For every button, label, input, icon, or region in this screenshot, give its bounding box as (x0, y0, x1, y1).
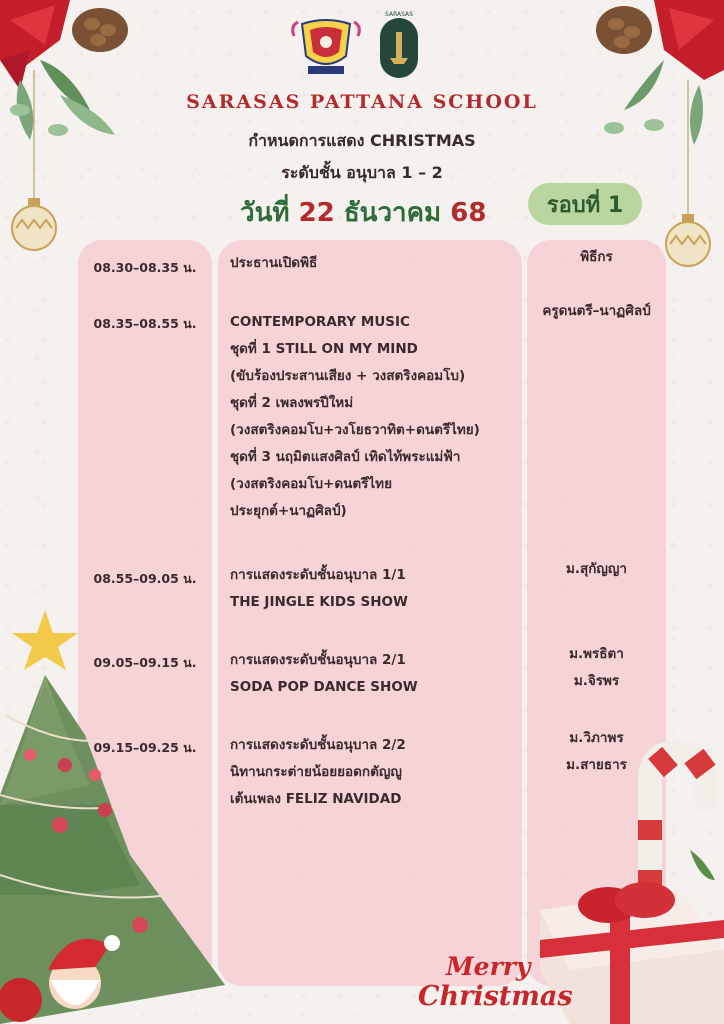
christmas-tree-icon (0, 605, 230, 1024)
round-badge: รอบที่ 1 (528, 183, 642, 225)
schedule-time: 08.35–08.55 น. (93, 316, 197, 331)
program-line: SODA POP DANCE SHOW (230, 679, 418, 695)
program-line: (ขับร้องประสานเสียง + วงสตริงคอมโบ) (230, 368, 466, 384)
schedule-program (230, 562, 522, 616)
school-crest-icon (290, 16, 362, 80)
schedule-program (230, 250, 522, 277)
schedule-host (527, 298, 666, 325)
program-line: เต้นเพลง FELIZ NAVIDAD (230, 791, 402, 807)
program-line: (วงสตริงคอมโบ+วงโยธวาทิต+ดนตรีไทย) (230, 422, 480, 438)
program-line: ชุดที่ 2 เพลงพรปีใหม่ (230, 395, 354, 411)
event-title: กำหนดการแสดง CHRISTMAS (248, 131, 476, 150)
pinecone-icon (72, 8, 128, 52)
host-name: พิธีกร (580, 249, 613, 265)
program-line: ประยุกต์+นาฏศิลป์) (230, 503, 347, 519)
program-line: ชุดที่ 3 นฤมิตแสงศิลป์ เทิดไท้พระแม่ฟ้า (230, 449, 461, 465)
school-name: SARASAS PATTANA SCHOOL (186, 91, 538, 113)
host-name: ม.วิภาพร (569, 730, 624, 746)
host-name: ม.จิรพร (573, 673, 620, 689)
schedule-time: 08.30–08.35 น. (93, 260, 197, 275)
date-day: 22 (298, 198, 335, 228)
date-month: ธันวาคม (334, 198, 451, 228)
host-name: ครูดนตรี–นาฏศิลป์ (542, 303, 651, 319)
school-logo-icon (378, 10, 420, 82)
program-line: ชุดที่ 1 STILL ON MY MIND (230, 341, 418, 357)
date-prefix: วันที่ (240, 198, 299, 228)
schedule-host (527, 244, 666, 271)
schedule-program (230, 647, 522, 701)
program-line: ประธานเปิดพิธี (230, 255, 318, 271)
host-name: ม.พรธิตา (569, 646, 624, 662)
program-line: การแสดงระดับชั้นอนุบาล 2/1 (230, 652, 406, 668)
schedule-time: 09.05–09.15 น. (93, 655, 197, 670)
schedule-time: 09.15–09.25 น. (93, 740, 197, 755)
event-date (240, 192, 486, 233)
schedule-program (230, 309, 522, 525)
schedule-program (230, 732, 522, 813)
merry-word: Merry (446, 952, 531, 981)
schedule-host (527, 556, 666, 583)
program-line: (วงสตริงคอมโบ+ดนตรีไทย (230, 476, 392, 492)
date-year: 68 (450, 198, 487, 228)
ornament-icon (12, 198, 56, 250)
host-name: ม.สุกัญญา (565, 561, 628, 577)
merry-christmas-text (418, 952, 573, 1012)
program-line: การแสดงระดับชั้นอนุบาล 2/2 (230, 737, 406, 753)
ornament-icon (666, 214, 710, 266)
program-line: CONTEMPORARY MUSIC (230, 314, 410, 330)
program-line: THE JINGLE KIDS SHOW (230, 594, 408, 610)
svg-text:SARASAS: SARASAS (385, 11, 413, 18)
program-line: การแสดงระดับชั้นอนุบาล 1/1 (230, 567, 406, 583)
pinecone-icon (596, 6, 652, 54)
christmas-word: Christmas (418, 981, 573, 1012)
program-line: นิทานกระต่ายน้อยยอดกตัญญู (230, 764, 402, 780)
schedule-host (527, 641, 666, 695)
host-name: ม.สายธาร (566, 757, 627, 773)
grade-level: ระดับชั้น อนุบาล 1 – 2 (281, 163, 443, 182)
schedule-time: 08.55–09.05 น. (93, 571, 197, 586)
